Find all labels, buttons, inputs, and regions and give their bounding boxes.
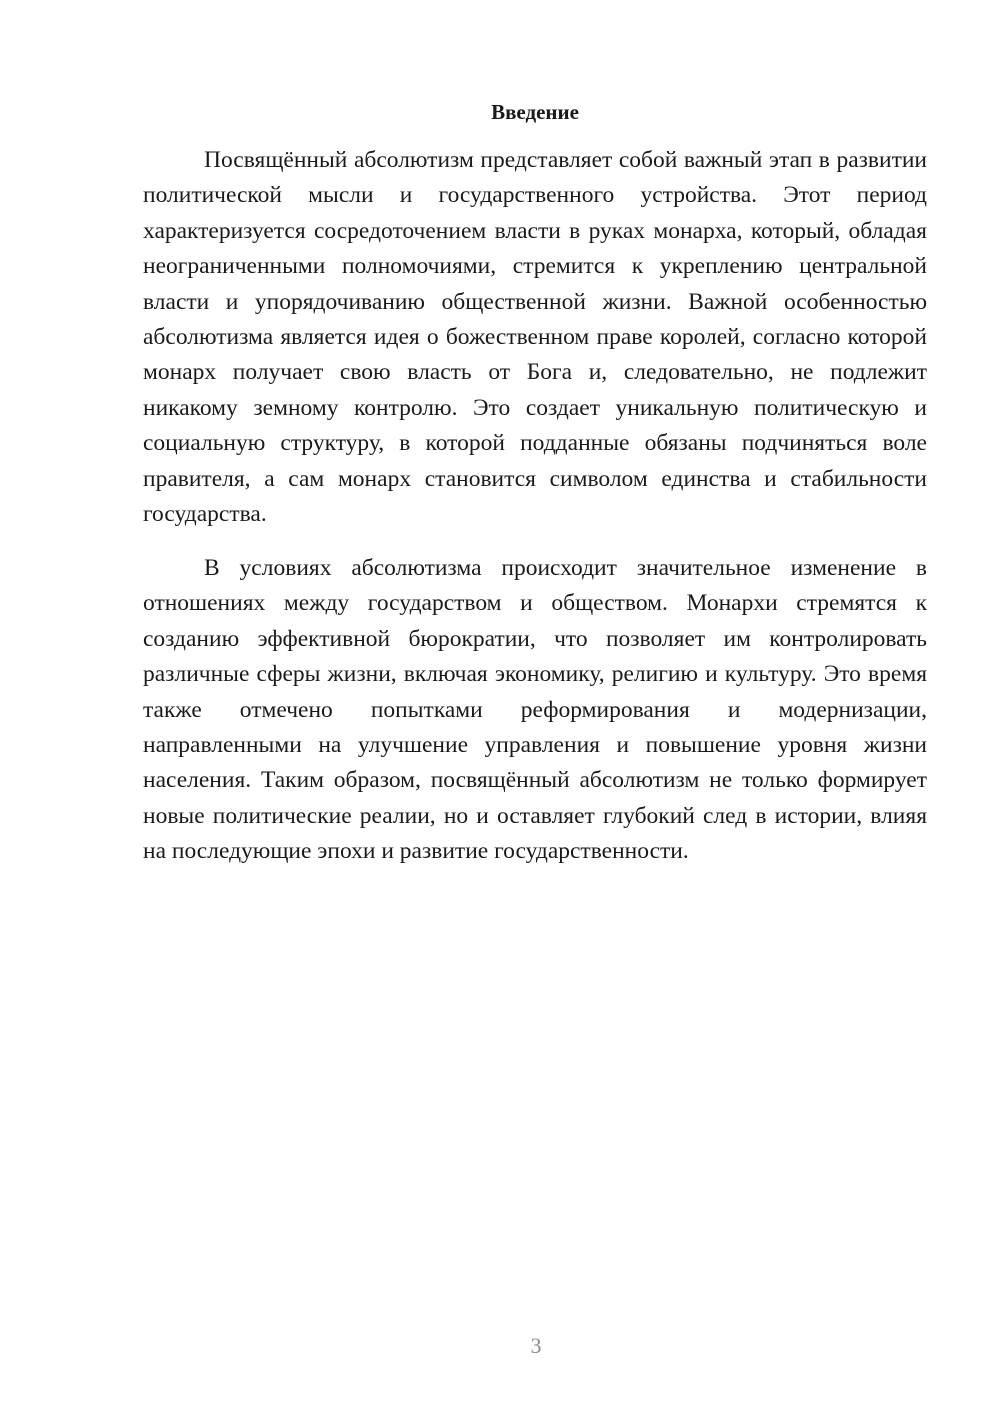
paragraph-1: Посвящённый абсолютизм представляет собой важный этап в развитии политической мысли и государственного устройства. Этот период характеризуется сосредоточением власти в руках монарха, который, обладая неограниченными полномочиями, стремится к укреплению центральной власти и упорядочиванию общественной жизни. Важной особенностью абсолютизма является идея о божественном праве королей, согласно которой монарх получает свою власть от Бога и, следовательно, не подлежит никакому земному контролю. Это создает уникальную политическую и социальную структуру, в которой подданные обязаны подчиняться воле правителя, а сам монарх становится символом единства и стабильности государства. [143,147,927,528]
paragraph-2: В условиях абсолютизма происходит значительное изменение в отношениях между государством и обществом. Монархи стремятся к созданию эффективной бюрократии, что позволяет им контролировать различные сферы жизни, включая экономику, религию и культуру. Это время также отмечено попытками реформирования и модернизации, направленными на улучшение управления и повышение уровня жизни населения. Таким образом, посвящённый абсолютизм не только формирует новые политические реалии, но и оставляет глубокий след в истории, влияя на последующие эпохи и развитие государственности. [143,555,927,865]
section-heading: Введение [491,100,579,124]
page-number: 3 [530,1333,542,1358]
